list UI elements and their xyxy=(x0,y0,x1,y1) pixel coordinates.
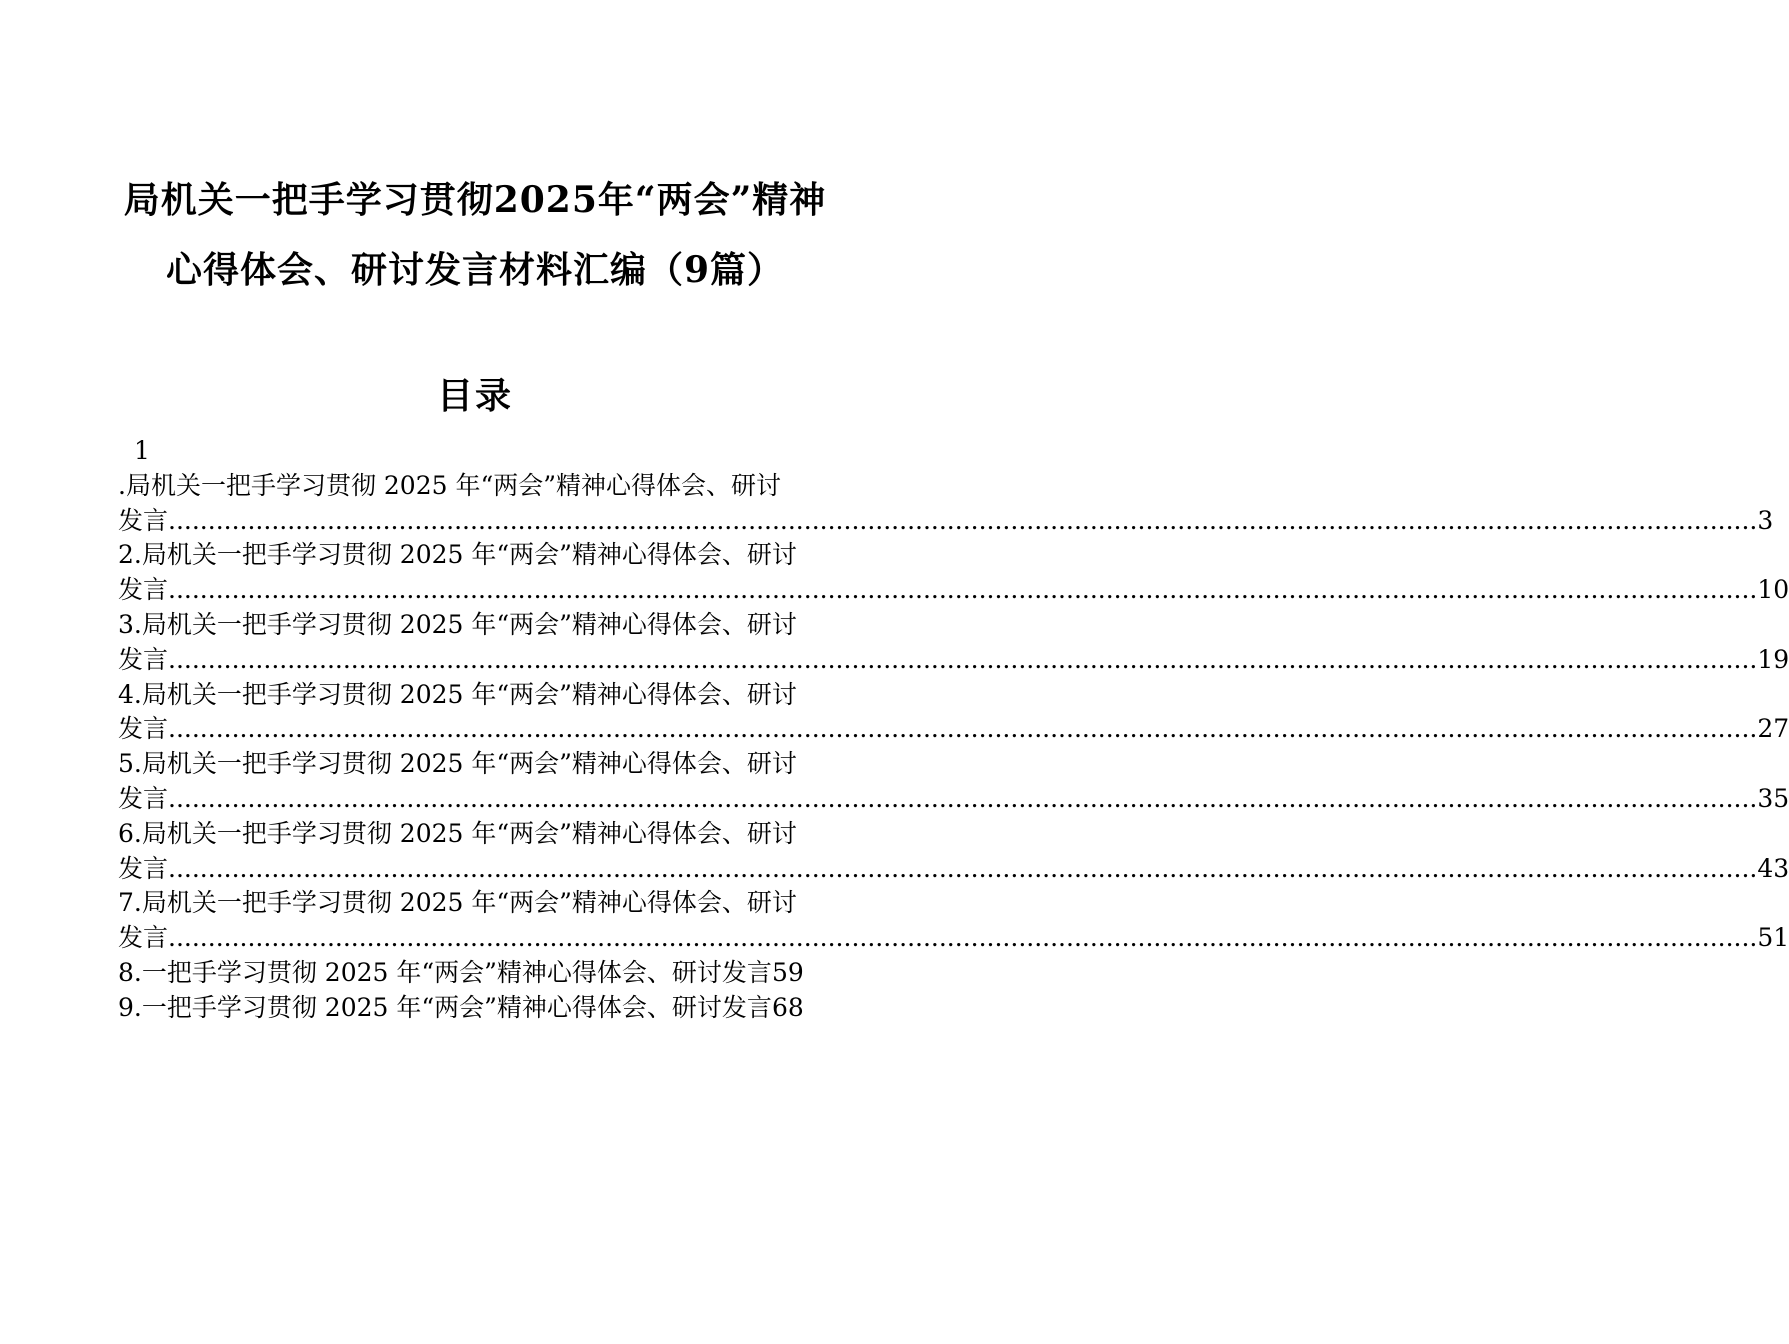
dot-leader: ........................................................................................................................................................................................................ xyxy=(168,923,1758,953)
toc-entry-title-continued: 发言 xyxy=(118,714,169,744)
toc-entry-page-number: 51 xyxy=(1757,923,1789,953)
dot-leader: ........................................................................................................................................................................................................ xyxy=(168,783,1758,813)
toc-entry-page-number: 59 xyxy=(771,957,804,987)
dot-leader: ........................................................................................................................................................................................................ xyxy=(168,644,1758,674)
toc-entry-page-number: 68 xyxy=(771,992,804,1022)
toc-entry-title-text: 3.局机关一把手学习贯彻 2025 年“两会”精神心得体会、研讨 xyxy=(118,609,797,639)
toc-entry-title-continued: 发言 xyxy=(118,853,169,883)
dot-leader: ........................................................................................................................................................................................................ xyxy=(168,853,1758,883)
dot-leader: ........................................................................................................................................................................................................ xyxy=(168,714,1758,744)
toc-entry-title-continued: 发言 xyxy=(118,505,169,535)
toc-heading: 目录 xyxy=(436,375,513,417)
document-title-line-1: 局机关一把手学习贯彻2025年“两会”精神 xyxy=(123,179,827,221)
toc-entry-6-leader-line[interactable] xyxy=(118,852,1789,887)
toc-entry-title-continued: 发言 xyxy=(118,923,169,953)
toc-entry-2-leader-line[interactable] xyxy=(118,573,1789,608)
toc-entry-8[interactable] xyxy=(118,956,828,991)
toc-entry-page-number: 10 xyxy=(1757,575,1789,605)
document-title-line-2: 心得体会、研讨发言材料汇编（9篇） xyxy=(165,249,785,291)
toc-entry-7-leader-line[interactable] xyxy=(118,921,1789,956)
toc-entry-2-title[interactable] xyxy=(118,538,828,573)
toc-entry-title-continued: 发言 xyxy=(118,575,169,605)
table-of-contents xyxy=(118,434,1789,1026)
toc-entry-page-number: 27 xyxy=(1757,714,1789,744)
toc-entry-1-number xyxy=(118,434,828,469)
toc-entry-title-text: .局机关一把手学习贯彻 2025 年“两会”精神心得体会、研讨 xyxy=(118,470,782,500)
dot-leader: ........................................................................................................................................................................................................ xyxy=(168,505,1758,535)
toc-entry-page-number: 35 xyxy=(1757,783,1789,813)
toc-entry-3-title[interactable] xyxy=(118,608,828,643)
toc-entry-title-text: 6.局机关一把手学习贯彻 2025 年“两会”精神心得体会、研讨 xyxy=(118,818,797,848)
toc-entry-1-title[interactable] xyxy=(118,469,828,504)
toc-entry-1-leader-line[interactable] xyxy=(118,504,1774,539)
toc-entry-3-leader-line[interactable] xyxy=(118,643,1789,678)
toc-entry-page-number: 3 xyxy=(1757,505,1774,535)
toc-entry-page-number: 19 xyxy=(1757,644,1789,674)
toc-entry-6-title[interactable] xyxy=(118,817,828,852)
toc-entry-title-continued: 发言 xyxy=(118,783,169,813)
toc-entry-9[interactable] xyxy=(118,991,828,1026)
toc-entry-5-title[interactable] xyxy=(118,747,828,782)
toc-entry-title-text: 5.局机关一把手学习贯彻 2025 年“两会”精神心得体会、研讨 xyxy=(118,749,797,779)
toc-entry-title-text: 9.一把手学习贯彻 2025 年“两会”精神心得体会、研讨发言 xyxy=(118,992,772,1022)
toc-entry-title-text: 8.一把手学习贯彻 2025 年“两会”精神心得体会、研讨发言 xyxy=(118,957,772,987)
toc-entry-page-number: 43 xyxy=(1757,853,1789,883)
toc-entry-title-text: 4.局机关一把手学习贯彻 2025 年“两会”精神心得体会、研讨 xyxy=(118,679,797,709)
dot-leader: ........................................................................................................................................................................................................ xyxy=(168,575,1758,605)
toc-entry-5-leader-line[interactable] xyxy=(118,782,1789,817)
toc-entry-4-leader-line[interactable] xyxy=(118,712,1789,747)
toc-entry-title-text: 7.局机关一把手学习贯彻 2025 年“两会”精神心得体会、研讨 xyxy=(118,888,797,918)
toc-entry-7-title[interactable] xyxy=(118,886,828,921)
toc-entry-title-continued: 发言 xyxy=(118,644,169,674)
toc-entry-4-title[interactable] xyxy=(118,678,828,713)
toc-entry-title-text: 2.局机关一把手学习贯彻 2025 年“两会”精神心得体会、研讨 xyxy=(118,540,797,570)
toc-entry-number: 1 xyxy=(134,436,150,465)
